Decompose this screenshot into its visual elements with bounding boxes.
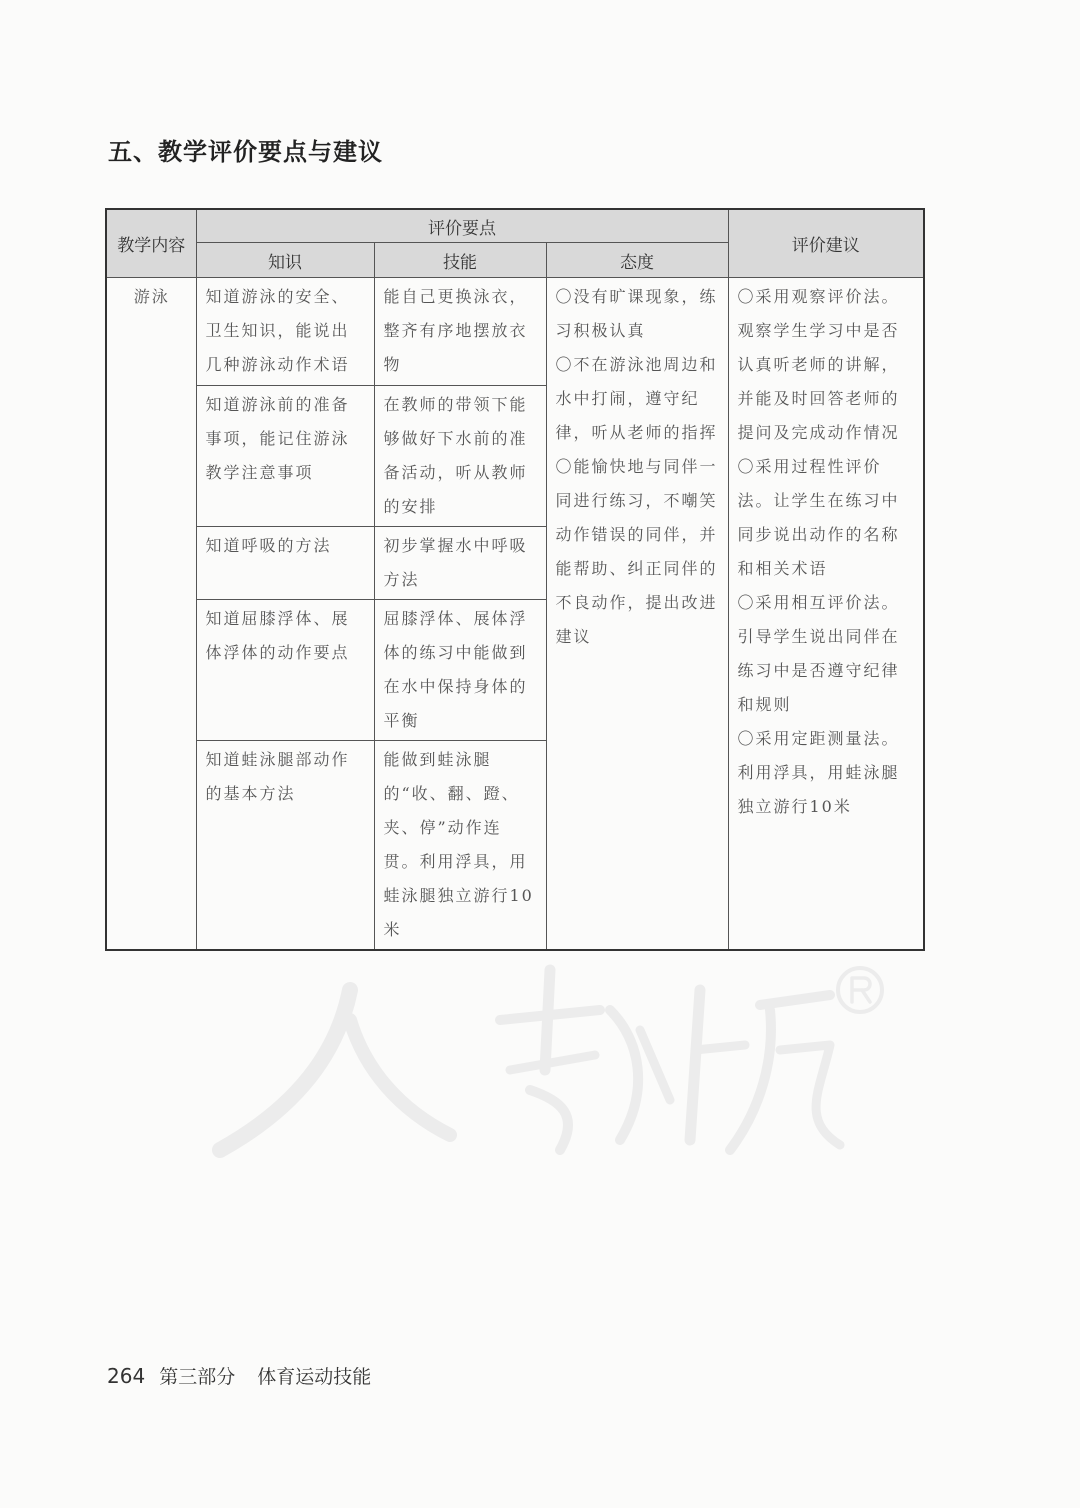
attitude-item: 〇没有旷课现象，练习积极认真 — [555, 287, 718, 340]
advice-item: 〇采用定距测量法。利用浮具，用蛙泳腿独立游行10米 — [737, 729, 900, 816]
footer-section: 体育运动技能 — [257, 1366, 372, 1388]
knowledge-cell: 知道游泳前的准备事项，能记住游泳教学注意事项 — [196, 386, 374, 527]
knowledge-cell: 知道蛙泳腿部动作的基本方法 — [196, 741, 374, 951]
advice-item: 〇采用观察评价法。观察学生学习中是否认真听老师的讲解，并能及时回答老师的提问及完成动作情况 — [737, 287, 900, 442]
attitude-item: 〇不在游泳池周边和水中打闹，遵守纪律，听从老师的指挥 — [555, 355, 718, 442]
topic-cell: 游泳 — [106, 278, 196, 951]
publisher-watermark-logo — [200, 950, 900, 1170]
attitude-cell — [546, 278, 728, 951]
header-attitude: 态度 — [546, 243, 728, 278]
evaluation-table — [105, 208, 925, 951]
header-evaluation-points: 评价要点 — [196, 209, 728, 243]
skill-cell: 能自己更换泳衣，整齐有序地摆放衣物 — [374, 278, 546, 386]
header-teaching-content: 教学内容 — [106, 209, 196, 278]
knowledge-cell: 知道呼吸的方法 — [196, 527, 374, 600]
header-knowledge: 知识 — [196, 243, 374, 278]
page-footer — [107, 1362, 371, 1389]
skill-cell: 屈膝浮体、展体浮体的练习中能做到在水中保持身体的平衡 — [374, 600, 546, 741]
table-row — [106, 278, 924, 386]
page-title: 五、教学评价要点与建议 — [108, 138, 383, 166]
knowledge-cell: 知道游泳的安全、卫生知识，能说出几种游泳动作术语 — [196, 278, 374, 386]
header-evaluation-advice: 评价建议 — [728, 209, 924, 278]
advice-item: 〇采用过程性评价法。让学生在练习中同步说出动作的名称和相关术语 — [737, 457, 900, 578]
page-number: 264 — [107, 1364, 146, 1388]
header-skill: 技能 — [374, 243, 546, 278]
advice-item: 〇采用相互评价法。引导学生说出同伴在练习中是否遵守纪律和规则 — [737, 593, 900, 714]
skill-cell: 初步掌握水中呼吸方法 — [374, 527, 546, 600]
knowledge-cell: 知道屈膝浮体、展体浮体的动作要点 — [196, 600, 374, 741]
skill-cell: 能做到蛙泳腿的“收、翻、蹬、夹、停”动作连贯。利用浮具，用蛙泳腿独立游行10米 — [374, 741, 546, 951]
advice-cell — [728, 278, 924, 951]
footer-part: 第三部分 — [159, 1366, 236, 1388]
attitude-item: 〇能愉快地与同伴一同进行练习，不嘲笑动作错误的同伴，并能帮助、纠正同伴的不良动作，提出改进建议 — [555, 457, 718, 646]
skill-cell: 在教师的带领下能够做好下水前的准备活动，听从教师的安排 — [374, 386, 546, 527]
